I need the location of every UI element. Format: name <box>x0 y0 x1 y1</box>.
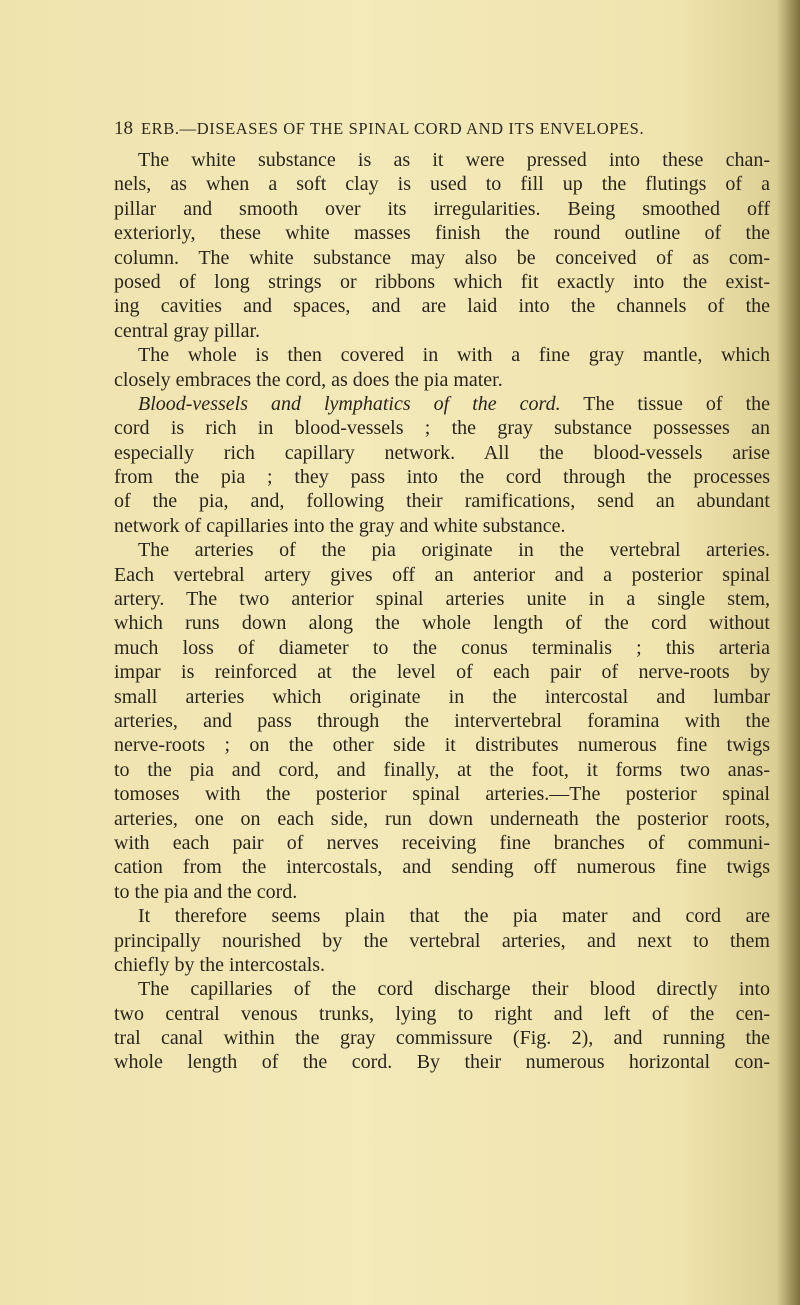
text-line: from the pia ; they pass into the cord through the processes <box>114 466 770 489</box>
text-line: pillar and smooth over its irregularities. Being smoothed off <box>114 197 770 220</box>
section-heading: Blood-vessels and lymphatics of the cord. <box>138 392 561 415</box>
page-number: 18 <box>114 118 133 139</box>
text-line: column. The white substance may also be conceived of as com- <box>114 246 770 269</box>
text-fragment: The tissue of the <box>583 392 771 415</box>
text-line: tomoses with the posterior spinal arteries.—The posterior spinal <box>114 783 770 806</box>
text-line: chiefly by the intercostals. <box>114 953 326 976</box>
text-line: Each vertebral artery gives off an anterior and a posterior spinal <box>114 563 770 586</box>
text-line: artery. The two anterior spinal arteries unite in a single stem, <box>114 588 770 611</box>
text-line: nels, as when a soft clay is used to fill up the flutings of a <box>114 173 770 196</box>
text-line: ing cavities and spaces, and are laid into the channels of the <box>114 295 770 318</box>
text-line: impar is reinforced at the level of each pair of nerve-roots by <box>114 661 770 684</box>
text-line: which runs down along the whole length of the cord without <box>114 612 770 635</box>
running-header <box>114 118 774 140</box>
text-line: two central venous trunks, lying to right and left of the cen- <box>114 1002 770 1025</box>
text-line: whole length of the cord. By their numerous horizontal con- <box>114 1051 770 1074</box>
text-line: much loss of diameter to the conus terminalis ; this arteria <box>114 636 770 659</box>
text-line: arteries, one on each side, run down underneath the posterior roots, <box>114 807 770 830</box>
text-line: of the pia, and, following their ramifications, send an abundant <box>114 490 770 513</box>
text-line: posed of long strings or ribbons which fit exactly into the exist- <box>114 270 770 293</box>
text-line: exteriorly, these white masses finish the round outline of the <box>114 222 770 245</box>
text-line: The white substance is as it were pressed into these chan- <box>138 149 770 171</box>
text-line: principally nourished by the vertebral arteries, and next to them <box>114 929 770 952</box>
text-line: It therefore seems plain that the pia mater and cord are <box>138 905 770 928</box>
text-line: nerve-roots ; on the other side it distributes numerous fine twigs <box>114 734 770 757</box>
text-line: with each pair of nerves receiving fine branches of communi- <box>114 831 770 854</box>
text-line: tral canal within the gray commissure (Fig. 2), and running the <box>114 1027 770 1050</box>
text-line: The arteries of the pia originate in the vertebral arteries. <box>138 539 770 562</box>
section-heading-line <box>114 392 770 416</box>
text-line: network of capillaries into the gray and white substance. <box>114 514 566 537</box>
text-line: The capillaries of the cord discharge their blood directly into <box>138 978 770 1001</box>
running-title: ERB.—DISEASES OF THE SPINAL CORD AND ITS ENVELOPES. <box>141 119 645 138</box>
text-line: closely embraces the cord, as does the pia mater. <box>114 368 503 391</box>
text-line: The whole is then covered in with a fine gray mantle, which <box>138 344 770 367</box>
text-line: arteries, and pass through the intervertebral foramina with the <box>114 709 770 732</box>
text-line: to the pia and the cord. <box>114 880 298 903</box>
body-text <box>114 148 770 1075</box>
text-line: cord is rich in blood-vessels ; the gray substance possesses an <box>114 417 770 440</box>
text-line: central gray pillar. <box>114 319 261 342</box>
text-line: especially rich capillary network. All the blood-vessels arise <box>114 441 770 464</box>
text-line: cation from the intercostals, and sending off numerous fine twigs <box>114 856 770 879</box>
text-line: small arteries which originate in the intercostal and lumbar <box>114 685 770 708</box>
text-line: to the pia and cord, and finally, at the foot, it forms two anas- <box>114 758 770 781</box>
